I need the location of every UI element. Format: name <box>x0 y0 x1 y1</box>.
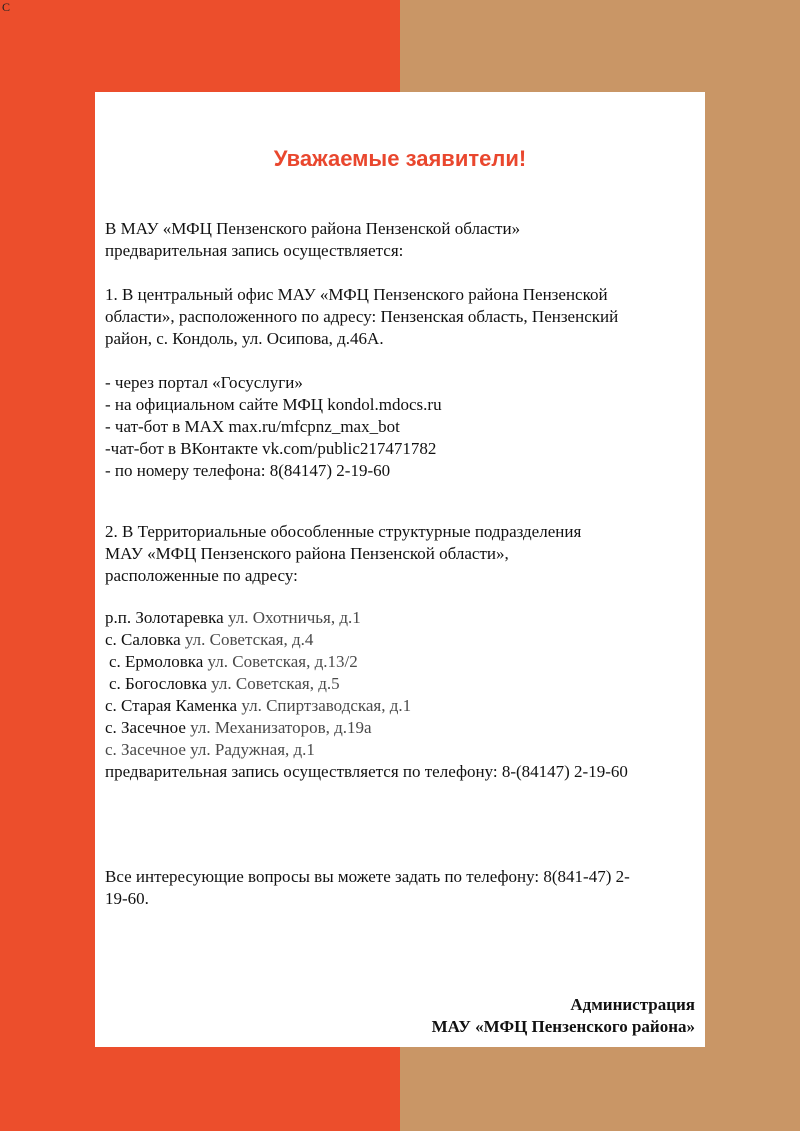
offices-list <box>105 607 700 783</box>
office-place: р.п. Золотаревка <box>105 608 224 627</box>
channel-item: - через портал «Госуслуги» <box>105 373 303 392</box>
office-street: ул. Советская, д.5 <box>206 674 340 693</box>
office-place: с. Богословка <box>109 674 207 693</box>
office-street: ул. Советская, д.13/2 <box>203 652 358 671</box>
office-place: с. Саловка <box>105 630 181 649</box>
signature-block <box>432 994 695 1038</box>
central-office-line: области», расположенного по адресу: Пензенская область, Пензенский <box>105 307 619 326</box>
signature-line: Администрация <box>570 995 695 1014</box>
office-item <box>105 717 700 739</box>
office-street: ул. Механизаторов, д.19а <box>185 718 372 737</box>
channel-item: -чат-бот в ВКонтакте vk.com/public217471782 <box>105 439 437 458</box>
branches-line: МАУ «МФЦ Пензенского района Пензенской области», <box>105 544 509 563</box>
office-item <box>105 695 700 717</box>
office-street: ул. Спиртзаводская, д.1 <box>237 696 412 715</box>
branches-line: расположенные по адресу: <box>105 566 298 585</box>
questions-paragraph <box>105 866 700 910</box>
channel-item: - по номеру телефона: 8(84147) 2-19-60 <box>105 461 391 480</box>
office-street: ул. Охотничья, д.1 <box>223 608 361 627</box>
branches-line: 2. В Территориальные обособленные структурные подразделения <box>105 522 582 541</box>
central-office-line: 1. В центральный офис МАУ «МФЦ Пензенского района Пензенской <box>105 285 608 304</box>
signature-line: МАУ «МФЦ Пензенского района» <box>431 1017 695 1036</box>
notice-title: Уважаемые заявители! <box>273 146 527 171</box>
intro-paragraph <box>105 218 700 262</box>
notice-card <box>95 92 705 1047</box>
office-item <box>105 629 700 651</box>
corner-mark: С <box>2 0 11 14</box>
office-place: с. Засечное <box>105 718 186 737</box>
office-place: с. Засечное <box>105 740 186 759</box>
booking-channels-list <box>105 372 700 482</box>
office-item <box>105 651 700 673</box>
office-place: с. Ермоловка <box>109 652 204 671</box>
channel-item: - чат-бот в MAX max.ru/mfcpnz_max_bot <box>105 417 400 436</box>
office-item <box>105 739 700 761</box>
office-item <box>105 607 700 629</box>
office-street: ул. Радужная, д.1 <box>185 740 315 759</box>
central-office-paragraph <box>105 284 700 350</box>
intro-line: В МАУ «МФЦ Пензенского района Пензенской области» <box>105 219 521 238</box>
intro-line: предварительная запись осуществляется: <box>105 241 404 260</box>
office-item <box>105 673 700 695</box>
offices-phone-note: предварительная запись осуществляется по телефону: 8-(84147) 2-19-60 <box>105 762 628 781</box>
office-place: с. Старая Каменка <box>105 696 238 715</box>
channel-item: - на официальном сайте МФЦ kondol.mdocs.ru <box>105 395 442 414</box>
questions-line: Все интересующие вопросы вы можете задать по телефону: 8(841-47) 2- <box>105 867 630 886</box>
central-office-line: район, с. Кондоль, ул. Осипова, д.46А. <box>105 329 384 348</box>
questions-line: 19-60. <box>105 889 149 908</box>
office-street: ул. Советская, д.4 <box>180 630 314 649</box>
branches-paragraph <box>105 521 700 587</box>
